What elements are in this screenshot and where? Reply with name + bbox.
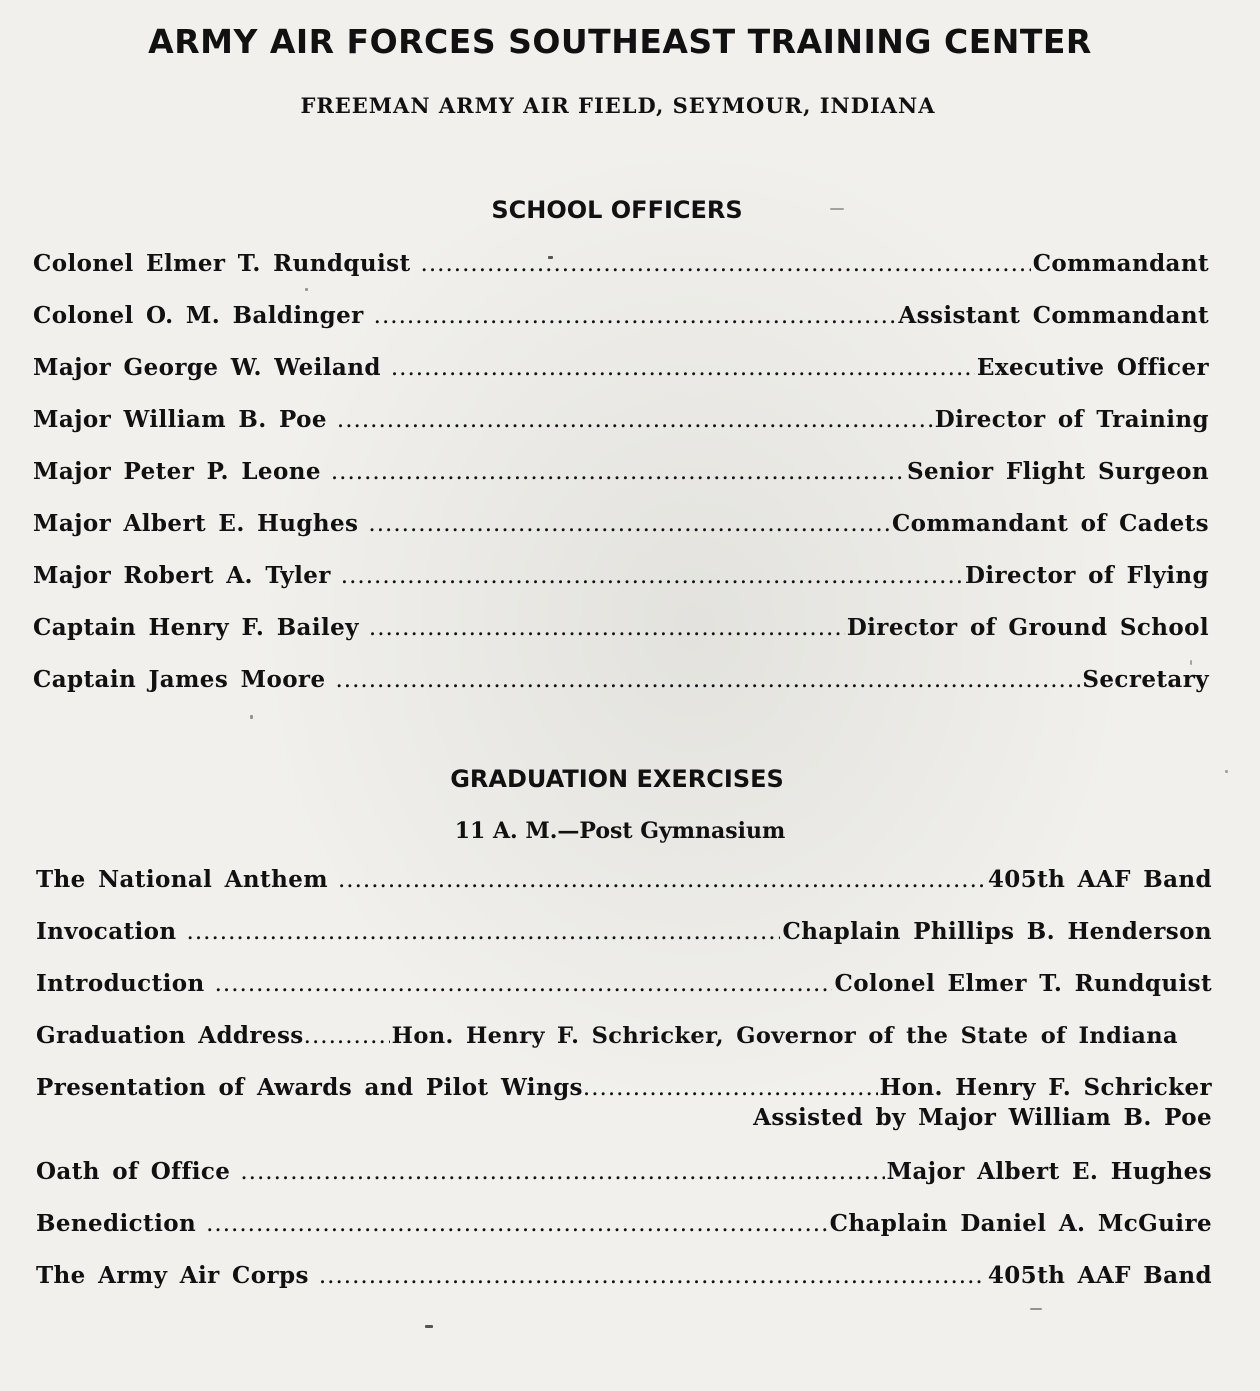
officer-row [33,302,1209,329]
officer-row [33,614,1209,641]
officer-name: Captain Henry F. Bailey [33,614,359,641]
officer-row [33,562,1209,589]
dot-leader [337,407,933,433]
officer-name: Major Peter P. Leone [33,458,321,485]
officer-row [33,406,1209,433]
officer-role: Assistant Commandant [898,302,1209,329]
print-speck [830,208,844,210]
officer-name: Captain James Moore [33,666,326,693]
dot-leader [341,563,963,589]
officer-name: Major George W. Weiland [33,354,381,381]
program-person: 405th AAF Band [987,1262,1212,1289]
program-row [36,918,1212,945]
print-speck [250,715,253,719]
program-row [36,866,1212,893]
officer-row [33,250,1209,277]
officer-role: Director of Ground School [846,614,1209,641]
program-person: Chaplain Phillips B. Henderson [782,918,1212,945]
program-row [36,1262,1212,1289]
program-event: The National Anthem [36,866,328,893]
dot-leader [215,971,833,997]
officer-role: Secretary [1082,666,1209,693]
program-row [36,1210,1212,1237]
program-person: Chaplain Daniel A. McGuire [829,1210,1212,1237]
page-subtitle: FREEMAN ARMY AIR FIELD, SEYMOUR, INDIANA [300,93,936,118]
program-row [36,1022,1212,1049]
officer-name: Colonel O. M. Baldinger [33,302,364,329]
dot-leader [421,251,1031,277]
print-speck [1225,770,1228,773]
print-speck [1190,660,1192,665]
program-row [36,1158,1212,1185]
program-person: Colonel Elmer T. Rundquist [834,970,1212,997]
dot-leader [319,1263,986,1289]
program-event: Graduation Address [36,1022,304,1049]
officer-role: Executive Officer [976,354,1209,381]
dot-leader [338,867,986,893]
officer-row [33,666,1209,693]
program-person: Major Albert E. Hughes [886,1158,1212,1185]
program-note: Assisted by Major William B. Poe [753,1104,1212,1131]
officer-row [33,458,1209,485]
print-speck [548,256,553,259]
program-event: The Army Air Corps [36,1262,309,1289]
page-title: ARMY AIR FORCES SOUTHEAST TRAINING CENTER [148,22,1092,61]
print-speck [305,288,308,291]
officer-name: Major Robert A. Tyler [33,562,331,589]
dot-leader [240,1159,884,1185]
officer-name: Major Albert E. Hughes [33,510,359,537]
officer-role: Director of Flying [965,562,1209,589]
dot-leader [391,355,975,381]
dot-leader [187,919,781,945]
program-person: Hon. Henry F. Schricker [879,1074,1212,1101]
dot-leader [374,303,897,329]
officer-role: Director of Training [934,406,1209,433]
dot-leader [304,1023,390,1049]
officer-name: Major William B. Poe [33,406,327,433]
program-row [36,970,1212,997]
program-person: 405th AAF Band [987,866,1212,893]
program-event: Presentation of Awards and Pilot Wings [36,1074,583,1101]
officer-role: Commandant [1032,250,1209,277]
program-event: Oath of Office [36,1158,231,1185]
dot-leader [583,1075,878,1101]
dot-leader [206,1211,828,1237]
officer-role: Senior Flight Surgeon [906,458,1209,485]
graduation-exercises-heading: GRADUATION EXERCISES [450,765,784,793]
officer-name: Colonel Elmer T. Rundquist [33,250,411,277]
dot-leader [369,615,845,641]
print-speck [425,1325,433,1328]
program-event: Benediction [36,1210,197,1237]
program-row [36,1074,1212,1101]
school-officers-heading: SCHOOL OFFICERS [491,196,743,224]
time-and-place: 11 A. M.—Post Gymnasium [454,818,786,844]
program-person: Hon. Henry F. Schricker, Governor of the State of Indiana [391,1023,1178,1049]
dot-leader [336,667,1081,693]
dot-leader [368,511,890,537]
officer-row [33,354,1209,381]
dot-leader [331,459,905,485]
program-event: Introduction [36,970,205,997]
program-event: Invocation [36,918,177,945]
officer-role: Commandant of Cadets [891,510,1209,537]
officer-row [33,510,1209,537]
print-speck [1030,1308,1042,1310]
